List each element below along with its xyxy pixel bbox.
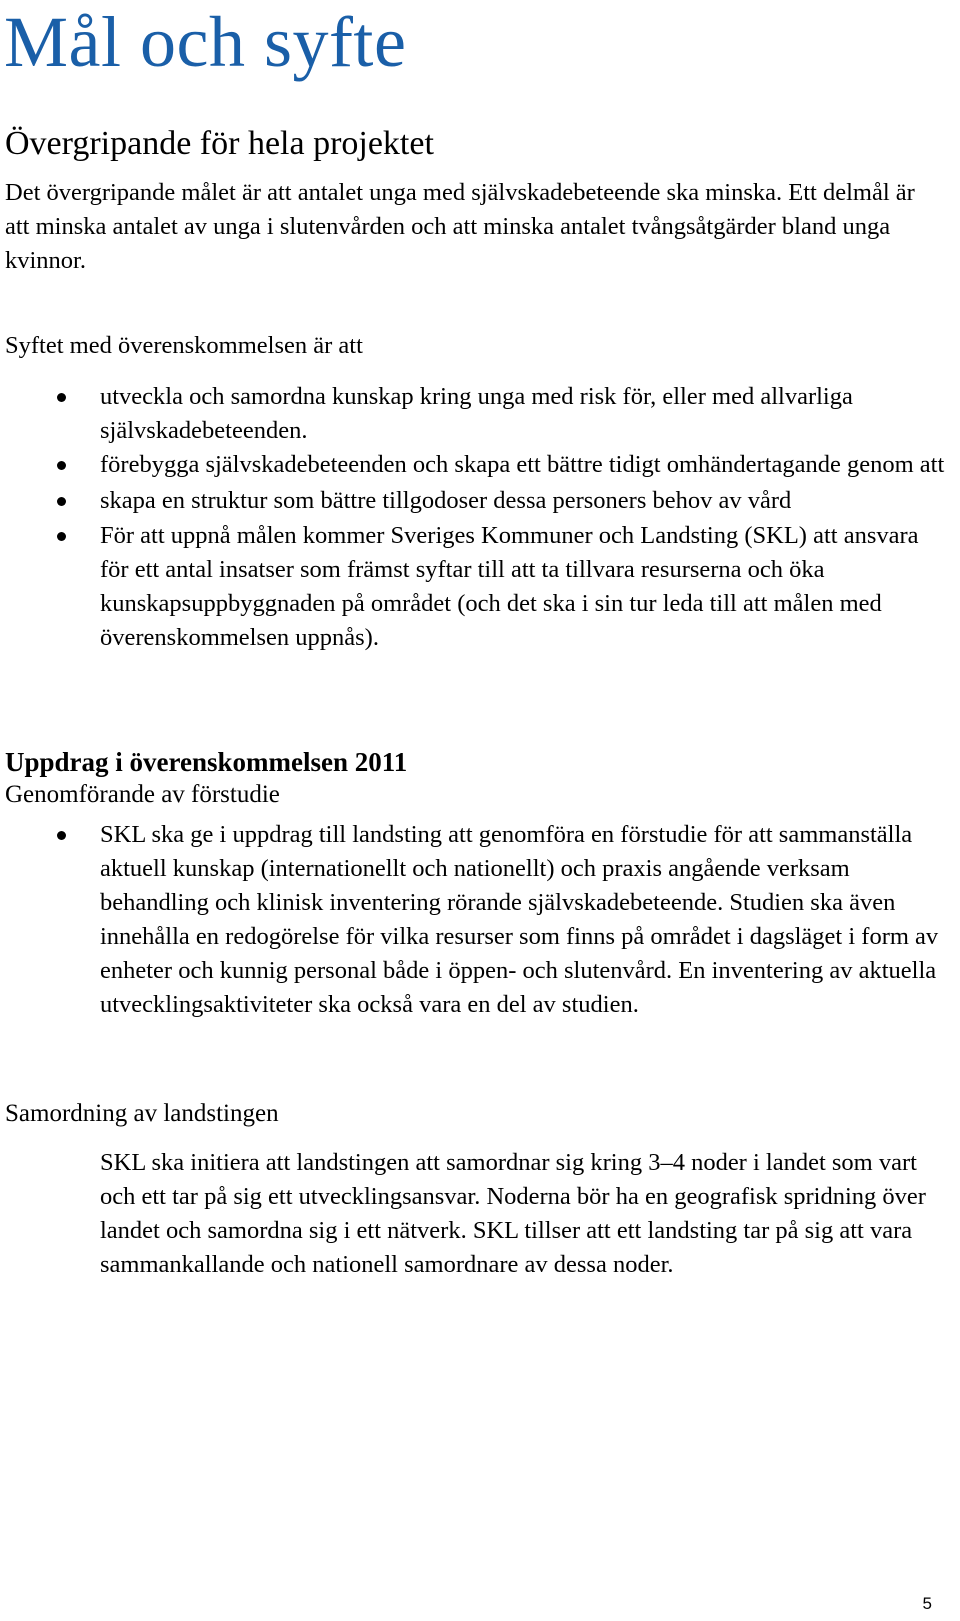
prestudy-list [0,818,960,1022]
list-item: SKL ska ge i uppdrag till landsting att genomföra en förstudie för att sammanställa aktuell kunskap (internationellt och nationellt) och praxis angående verksam behandling och klinisk inventering rörande självskadebeteende. Studien ska även innehålla en redogörelse för vilka resurser som finns på området i dagsläget i form av enheter och kunnig personal både i öppen- och slutenvård. En inventering av aktuella utvecklingsaktiviteter ska också vara en del av studien. [0,818,960,1022]
bullet-icon [57,532,66,541]
bullet-icon [57,393,66,402]
section-heading-overall: Övergripande för hela projektet [5,125,434,162]
coordination-paragraph: SKL ska initiera att landstingen att samordnar sig kring 3–4 noder i landet som vart och ett tar på sig ett utvecklingsansvar. Noderna bör ha en geografisk spridning över landet och samordna sig i ett nätverk. SKL tillser att ett landsting tar på sig att vara sammankallande och nationell samordnare av dessa noder. [100,1149,926,1278]
bullet-icon [57,831,66,840]
list-item: För att uppnå målen kommer Sveriges Kommuner och Landsting (SKL) att ansvara för ett antal insatser som främst syftar till att ta tillvara resurserna och öka kunskapsuppbyggnaden på området (och det ska i sin tur leda till att målen med överenskommelsen uppnås). [0,519,960,655]
page-title: Mål och syfte [4,2,407,82]
subheading-prestudy: Genomförande av förstudie [5,781,280,808]
list-item: förebygga självskadebeteenden och skapa ett bättre tidigt omhändertagande genom att [0,448,960,482]
intro-paragraph: Det övergripande målet är att antalet unga med självskadebeteende ska minska. Ett delmål är att minska antalet av unga i slutenvården och att minska antalet tvångsåtgärder bland unga kvinnor. [5,179,915,274]
bullet-icon [57,461,66,470]
purpose-lead: Syftet med överenskommelsen är att [5,332,363,359]
list-item: skapa en struktur som bättre tillgodoser dessa personers behov av vård [0,484,960,518]
bullet-icon [57,497,66,506]
purpose-list [0,380,960,655]
page-number: 5 [922,1594,932,1613]
subheading-coordination: Samordning av landstingen [5,1100,279,1127]
list-item: utveckla och samordna kunskap kring unga med risk för, eller med allvarliga självskadebeteenden. [0,380,960,448]
section-heading-assignment: Uppdrag i överenskommelsen 2011 [5,747,408,777]
